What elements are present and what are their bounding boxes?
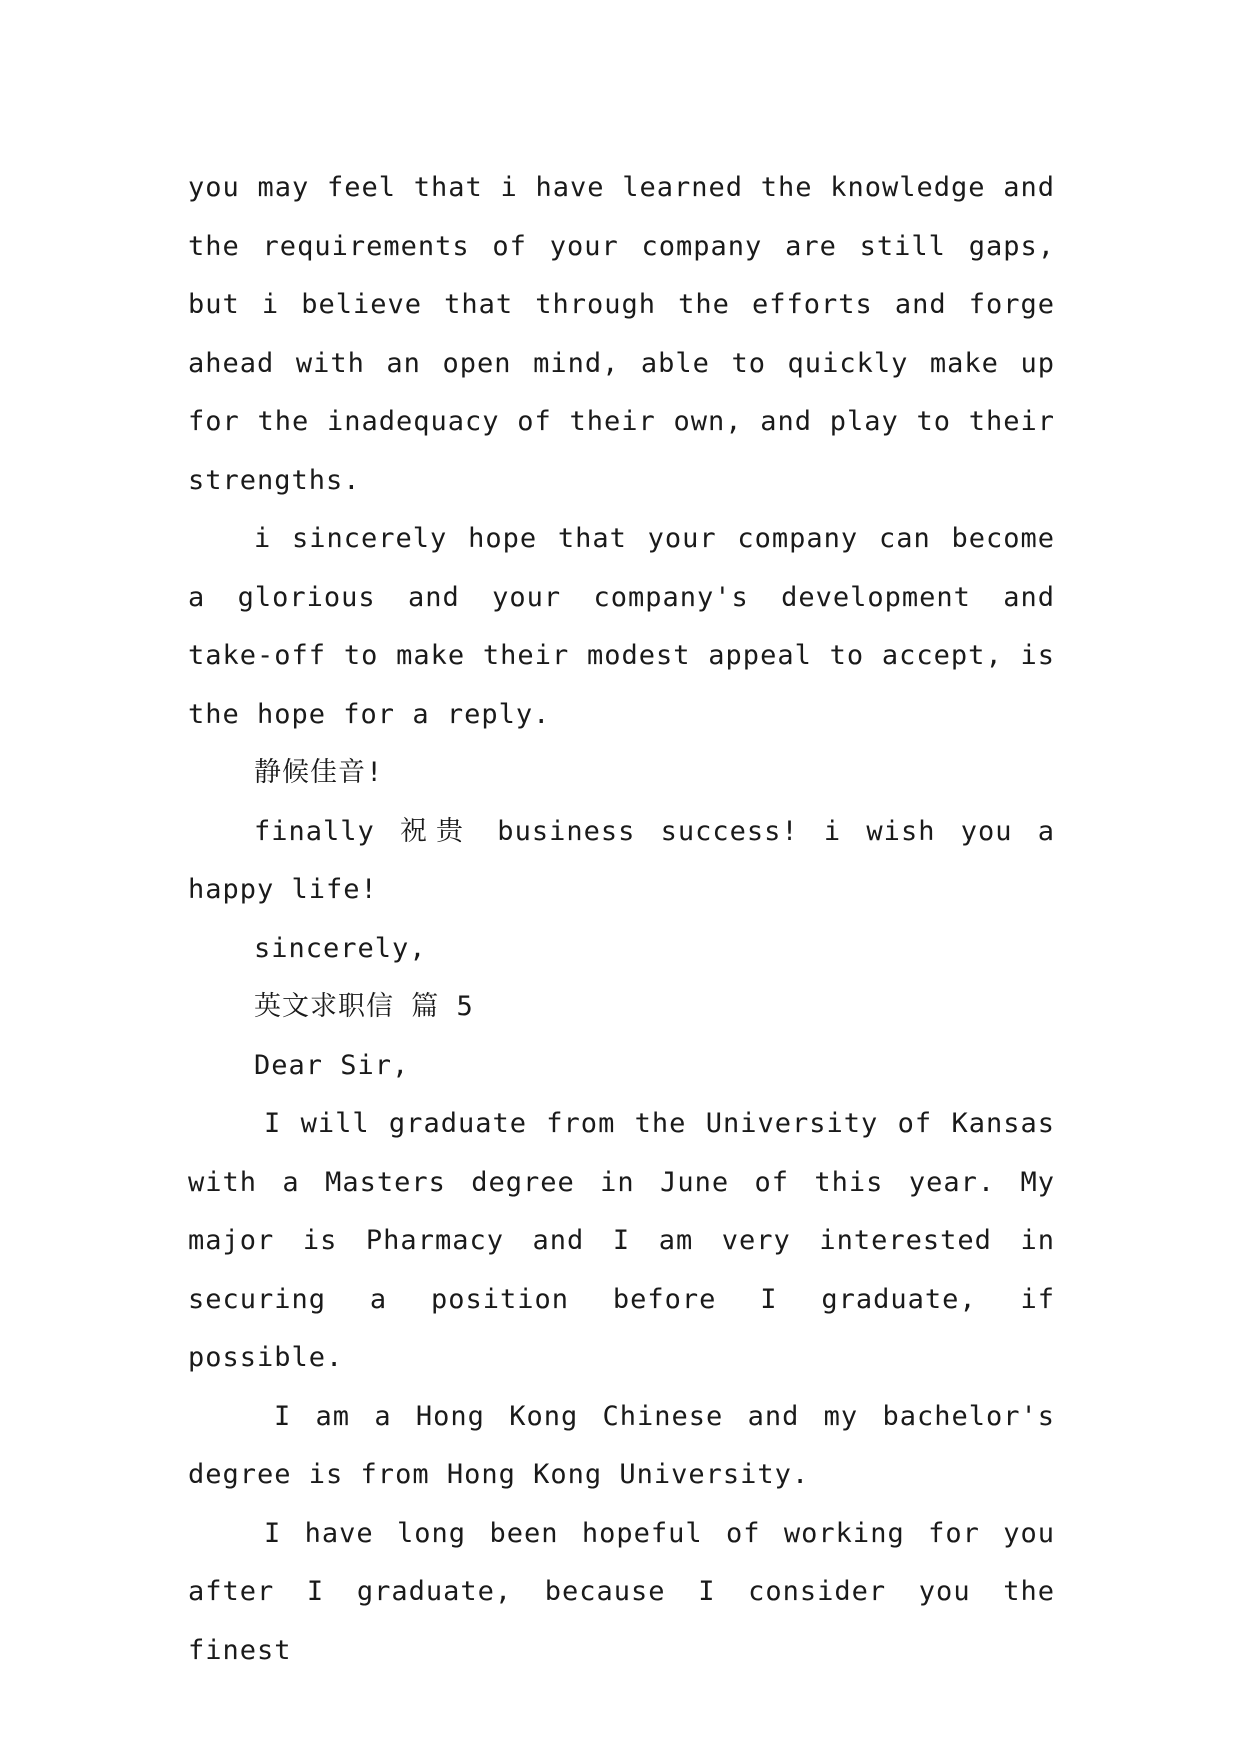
section-heading: 英文求职信 篇 5 <box>254 991 474 1022</box>
paragraph-wish-success: finally 祝贵 business success! i wish you a happy life! <box>188 815 1055 905</box>
paragraph-sincerely: sincerely, <box>254 932 427 964</box>
paragraph-hope-reply: i sincerely hope that your company can become a glorious and your company's development and take-off to make their modest appeal to accept, is the hope for a reply. <box>188 523 1055 730</box>
salutation: Dear Sir, <box>254 1049 410 1081</box>
paragraph-background: I am a Hong Kong Chinese and my bachelor's degree is from Hong Kong University. <box>188 1400 1055 1490</box>
paragraph-strengths: you may feel that i have learned the knowledge and the requirements of your company are still gaps, but i believe that through the efforts and forge ahead with an open mind, able to quickly make up for the inadequacy of their own, and play to their strengths. <box>188 172 1055 496</box>
paragraph-graduation: I will graduate from the University of Kansas with a Masters degree in June of this year. My major is Pharmacy and I am very interested in securing a position before I graduate, if possible. <box>188 1108 1055 1373</box>
document-body <box>188 159 1055 1680</box>
paragraph-motivation: I have long been hopeful of working for you after I graduate, because I consider you the finest <box>188 1517 1055 1666</box>
paragraph-await-news: 静候佳音! <box>254 757 384 788</box>
